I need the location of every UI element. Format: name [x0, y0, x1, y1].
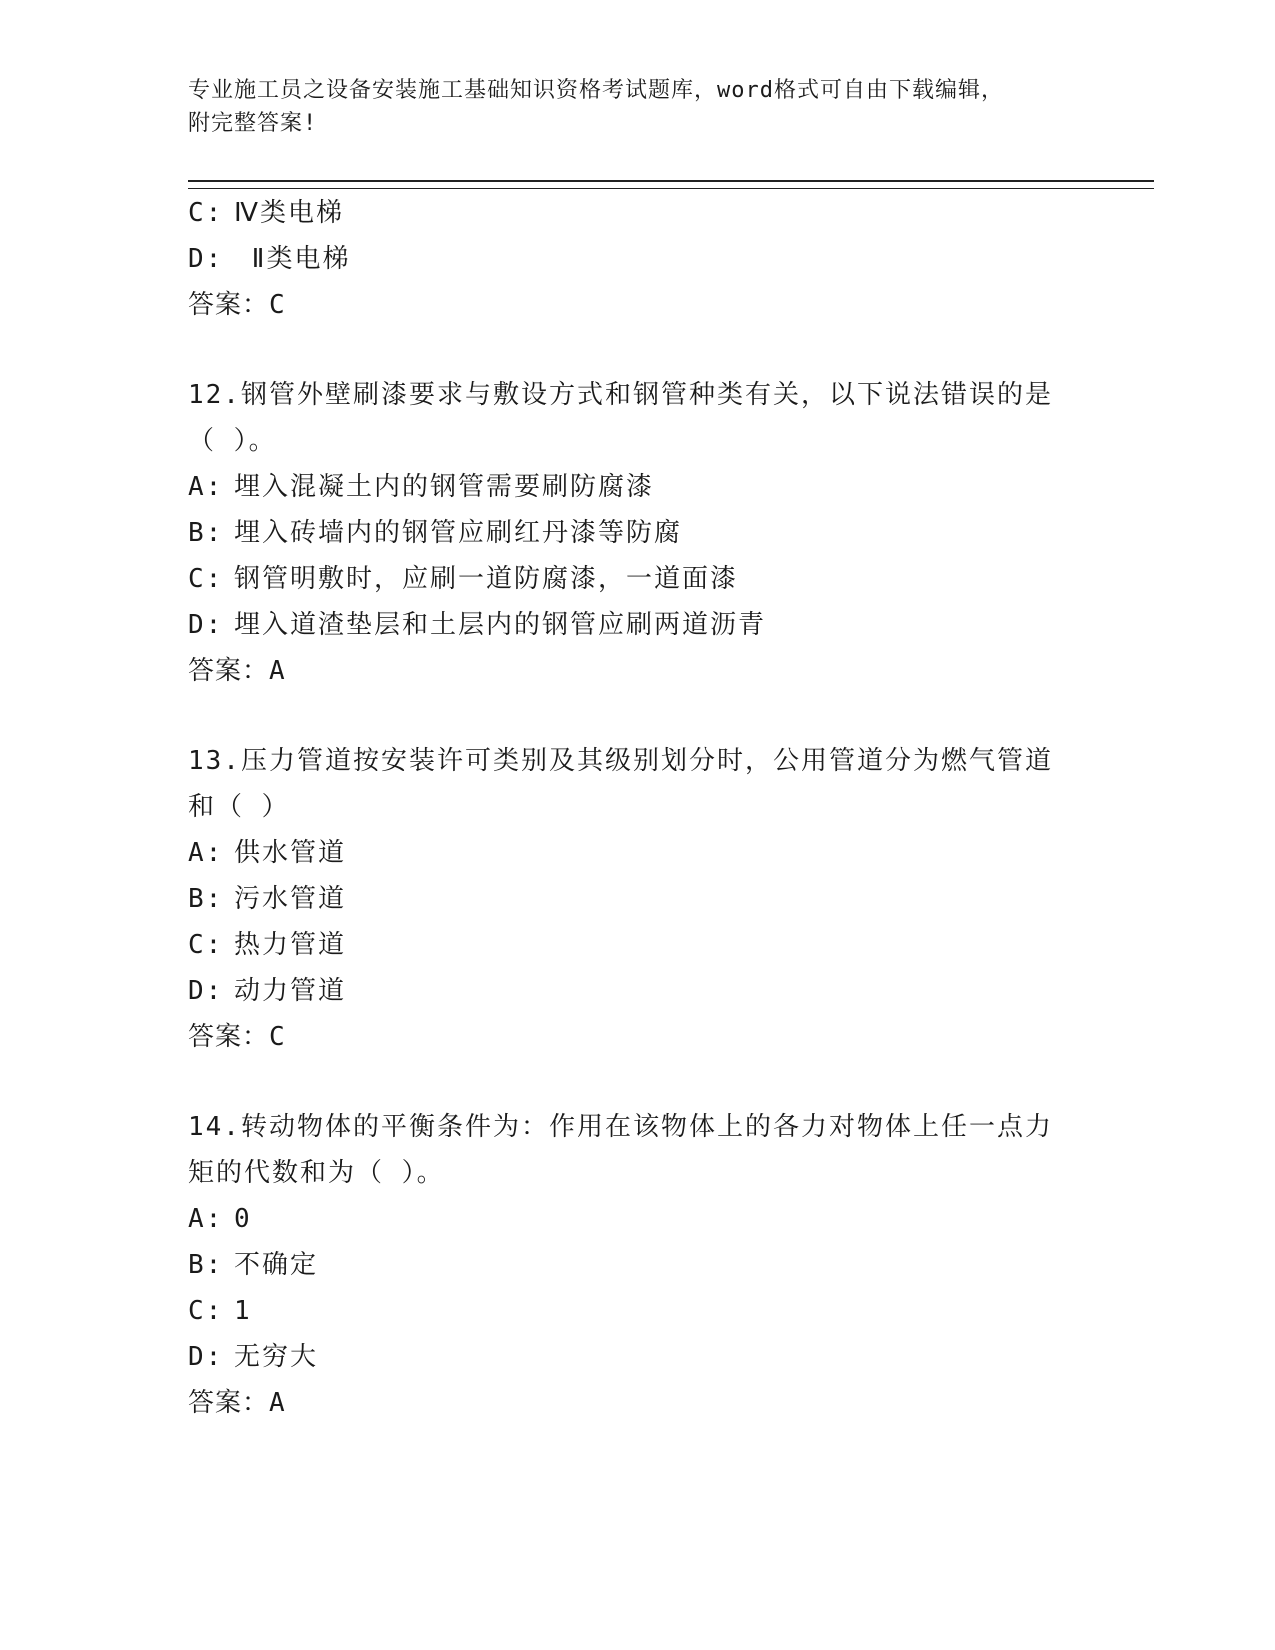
option-a: A: 埋入混凝土内的钢管需要刷防腐漆: [188, 472, 655, 502]
header-divider: [188, 180, 1154, 189]
option-d: D: Ⅱ类电梯: [188, 244, 351, 274]
question-12: [188, 372, 1088, 694]
header-line-1: 专业施工员之设备安装施工基础知识资格考试题库，word格式可自由下载编辑，: [188, 78, 1004, 103]
option-b: B: 埋入砖墙内的钢管应刷红丹漆等防腐: [188, 518, 683, 548]
answer: 答案：A: [188, 1388, 286, 1418]
answer: 答案：C: [188, 1022, 286, 1052]
question-11-tail: [188, 190, 1088, 328]
option-d: D: 埋入道渣垫层和土层内的钢管应刷两道沥青: [188, 610, 767, 640]
option-c: C: 1: [188, 1296, 252, 1326]
option-c: C: 钢管明敷时，应刷一道防腐漆，一道面漆: [188, 564, 739, 594]
question-list: [188, 190, 1088, 1426]
question-stem: 13.压力管道按安装许可类别及其级别划分时，公用管道分为燃气管道 和（ ）: [188, 746, 1053, 822]
question-14: [188, 1104, 1088, 1426]
option-a: A: 0: [188, 1204, 252, 1234]
option-d: D: 动力管道: [188, 976, 347, 1006]
answer: 答案：C: [188, 290, 286, 320]
question-13: [188, 738, 1088, 1060]
option-c: C: Ⅳ类电梯: [188, 198, 344, 228]
option-d: D: 无穷大: [188, 1342, 319, 1372]
page-header: [188, 74, 1068, 140]
answer: 答案：A: [188, 656, 286, 686]
option-c: C: 热力管道: [188, 930, 347, 960]
question-stem: 12.钢管外壁刷漆要求与敷设方式和钢管种类有关，以下说法错误的是 （ ）。: [188, 380, 1053, 456]
option-a: A: 供水管道: [188, 838, 347, 868]
header-line-2: 附完整答案!: [188, 111, 318, 136]
option-b: B: 污水管道: [188, 884, 347, 914]
option-b: B: 不确定: [188, 1250, 319, 1280]
question-stem: 14.转动物体的平衡条件为：作用在该物体上的各力对物体上任一点力 矩的代数和为（ ）。: [188, 1112, 1053, 1188]
